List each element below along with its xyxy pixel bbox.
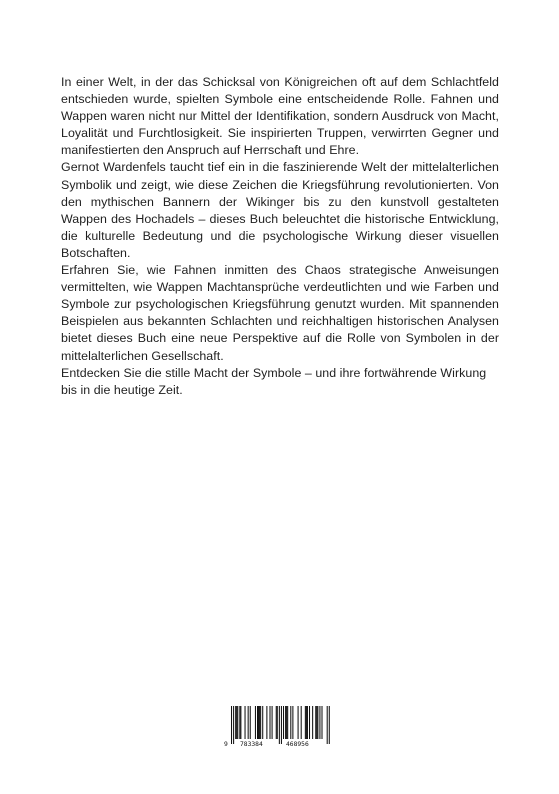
barcode-bar <box>292 706 293 739</box>
barcode-right-group: 468956 <box>286 741 309 748</box>
barcode-bar <box>260 706 261 739</box>
barcode-bar <box>301 706 302 739</box>
barcode-bar <box>276 706 277 739</box>
barcode-bar <box>262 706 263 739</box>
barcode-left-group: 783384 <box>240 741 263 748</box>
barcode-guard-bar <box>281 706 282 744</box>
barcode-bar <box>283 706 284 739</box>
barcode-guard-bar <box>329 706 330 744</box>
barcode-first-digit: 9 <box>224 741 228 748</box>
barcode-bar <box>257 706 258 739</box>
barcode-bar <box>255 706 256 739</box>
barcode-bar <box>285 706 286 739</box>
barcode-bar <box>309 706 310 739</box>
blurb-paragraph-3: Erfahren Sie, wie Fahnen inmitten des Chaos strategische Anweisungen vermittelten, wie Wappen Machtansprüche verdeutlichten und wie Farben und Symbole zur psychologischen Kriegsführung genutzt wurden. Mit spannenden Beispielen aus bekannten Schlachten und reichhaltigen historischen Analysen bietet dieses Buch eine neue Perspektive auf die Rolle von Symbolen in der mittelalterlichen Gesellschaft. <box>61 263 499 363</box>
barcode-bar <box>305 706 306 739</box>
barcode-bar <box>290 706 291 739</box>
barcode-guard-bar <box>327 706 328 744</box>
barcode-bar <box>315 706 316 739</box>
barcode-bar <box>312 706 313 739</box>
barcode-bar <box>266 706 267 739</box>
barcode-bar <box>286 706 287 739</box>
blurb-paragraph-2: Gernot Wardenfels taucht tief ein in die faszinierende Welt der mittelalterlichen Symbolik und zeigt, wie diese Zeichen die Kriegsführung revolutionierten. Von den mythischen Bannern der Wikinger bis zu den kunstvoll gestalteten Wappen des Hochadels – dieses Buch beleuchtet die historische Entwicklung, die kulturelle Bedeutung und die psychologische Wirkung dieser visuellen Botschaften. <box>61 160 499 260</box>
barcode-bar <box>239 706 240 739</box>
barcode-guard-bar <box>231 706 232 744</box>
barcode-bar <box>317 706 318 739</box>
barcode-bar <box>307 706 308 739</box>
barcode-bar <box>235 706 236 739</box>
barcode-bar <box>316 706 317 739</box>
barcode-bar <box>258 706 259 739</box>
barcode-bar <box>250 706 251 739</box>
barcode-bar <box>236 706 237 739</box>
blurb-paragraph-1: In einer Welt, in der das Schicksal von Königreichen oft auf dem Schlachtfeld entschieden wurde, spielten Symbole eine entscheidende Rolle. Fahnen und Wappen waren nicht nur Mittel der Identifikation, sondern Ausdruck von Macht, Loyalität und Furchtlosigkeit. Sie inspirierten Truppen, verwirrten Gegner und manifestierten den Anspruch auf Herrschaft und Ehre. <box>61 75 499 158</box>
blurb-text <box>61 74 499 399</box>
barcode-bar <box>321 706 322 739</box>
barcode-bar <box>287 706 288 739</box>
barcode-bar <box>272 706 273 739</box>
blurb-paragraph-4: Entdecken Sie die stille Macht der Symbole – und ihre fortwährende Wirkung bis in die heutige Zeit. <box>61 365 487 397</box>
barcode-bar <box>259 706 260 739</box>
barcode-bars <box>223 705 336 745</box>
barcode-guard-bar <box>279 706 280 744</box>
barcode-guard-bar <box>233 706 234 744</box>
barcode-bar <box>319 706 320 739</box>
barcode-bar <box>298 706 299 739</box>
barcode-digits <box>223 740 336 750</box>
barcode-bar <box>240 706 241 739</box>
barcode-bar <box>245 706 246 739</box>
isbn-barcode <box>223 705 336 752</box>
barcode-bar <box>277 706 278 739</box>
barcode-bar <box>237 706 238 739</box>
barcode-bar <box>248 706 249 739</box>
barcode-bar <box>269 706 270 739</box>
barcode-bar <box>306 706 307 739</box>
